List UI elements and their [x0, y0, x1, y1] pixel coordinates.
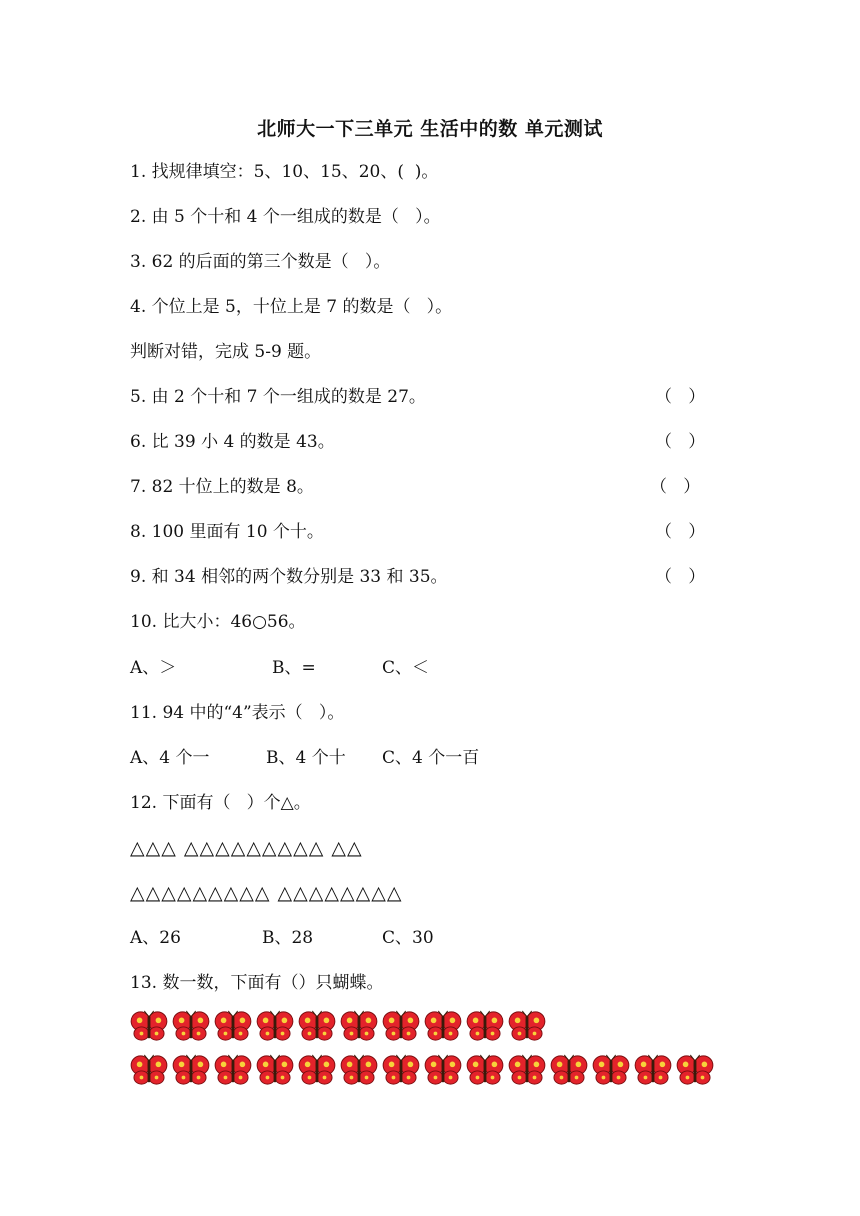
- question-5: 5. 由 2 个十和 7 个一组成的数是 27。: [130, 387, 426, 407]
- triangle-row-1: △△△ △△△△△△△△△ △△: [130, 837, 363, 859]
- q10-option-a: A、＞: [130, 658, 177, 678]
- butterfly-row-1: [130, 1010, 546, 1042]
- butterfly-icon: [466, 1054, 504, 1086]
- butterfly-icon: [676, 1054, 714, 1086]
- q12-option-b: B、28: [262, 928, 314, 948]
- butterfly-icon: [172, 1010, 210, 1042]
- triangle-row-2: △△△△△△△△△ △△△△△△△△: [130, 882, 403, 904]
- butterfly-row-2: [130, 1054, 714, 1086]
- q11-option-a: A、4 个一: [130, 748, 210, 768]
- butterfly-icon: [214, 1010, 252, 1042]
- question-8: 8. 100 里面有 10 个十。: [130, 522, 324, 542]
- answer-paren-9: （ ）: [655, 567, 706, 587]
- judge-instructions: 判断对错，完成 5-9 题。: [130, 342, 322, 362]
- butterfly-icon: [382, 1054, 420, 1086]
- butterfly-icon: [382, 1010, 420, 1042]
- butterfly-icon: [634, 1054, 672, 1086]
- q12-option-a: A、26: [130, 928, 181, 948]
- q10-option-c: C、＜: [382, 658, 430, 678]
- butterfly-icon: [592, 1054, 630, 1086]
- q10-option-b: B、=: [272, 658, 316, 678]
- question-11: 11. 94 中的“4”表示（ ）。: [130, 703, 345, 723]
- question-7: 7. 82 十位上的数是 8。: [130, 477, 314, 497]
- butterfly-icon: [550, 1054, 588, 1086]
- q11-option-b: B、4 个十: [266, 748, 346, 768]
- butterfly-icon: [466, 1010, 504, 1042]
- butterfly-icon: [424, 1054, 462, 1086]
- butterfly-icon: [130, 1054, 168, 1086]
- question-13: 13. 数一数，下面有（）只蝴蝶。: [130, 973, 384, 993]
- butterfly-icon: [172, 1054, 210, 1086]
- answer-paren-6: （ ）: [655, 432, 706, 452]
- question-12: 12. 下面有（ ）个△。: [130, 793, 311, 813]
- q12-option-c: C、30: [382, 928, 434, 948]
- question-1: 1. 找规律填空：5、10、15、20、( )。: [130, 162, 439, 182]
- question-4: 4. 个位上是 5，十位上是 7 的数是（ ）。: [130, 297, 453, 317]
- butterfly-icon: [256, 1010, 294, 1042]
- question-10: 10. 比大小：46○56。: [130, 612, 306, 632]
- butterfly-icon: [130, 1010, 168, 1042]
- page-title: 北师大一下三单元 生活中的数 单元测试: [257, 118, 603, 140]
- question-9: 9. 和 34 相邻的两个数分别是 33 和 35。: [130, 567, 448, 587]
- butterfly-icon: [508, 1054, 546, 1086]
- question-3: 3. 62 的后面的第三个数是（ ）。: [130, 252, 391, 272]
- q11-option-c: C、4 个一百: [382, 748, 480, 768]
- butterfly-icon: [256, 1054, 294, 1086]
- butterfly-icon: [424, 1010, 462, 1042]
- butterfly-icon: [298, 1054, 336, 1086]
- question-6: 6. 比 39 小 4 的数是 43。: [130, 432, 335, 452]
- butterfly-icon: [340, 1054, 378, 1086]
- answer-paren-5: （ ）: [655, 387, 706, 407]
- butterfly-icon: [508, 1010, 546, 1042]
- answer-paren-8: （ ）: [655, 522, 706, 542]
- butterfly-icon: [298, 1010, 336, 1042]
- question-2: 2. 由 5 个十和 4 个一组成的数是（ ）。: [130, 207, 441, 227]
- answer-paren-7: （ ）: [650, 477, 701, 497]
- butterfly-icon: [340, 1010, 378, 1042]
- butterfly-icon: [214, 1054, 252, 1086]
